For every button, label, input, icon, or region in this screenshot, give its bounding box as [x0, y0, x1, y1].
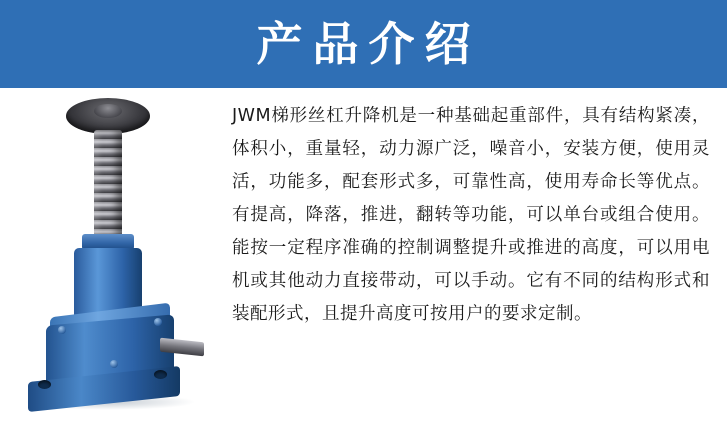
- header-banner: [0, 0, 727, 88]
- page-title: 产品介绍: [256, 17, 481, 71]
- bolt-icon: [58, 326, 66, 334]
- mounting-hole-icon: [38, 380, 51, 389]
- lead-screw-icon: [94, 130, 122, 238]
- bolt-icon: [110, 360, 118, 368]
- product-description: JWM梯形丝杠升降机是一种基础起重部件，具有结构紧凑，体积小，重量轻，动力源广泛，噪音小，安装方便，使用灵活，功能多，配套形式多，可靠性高，使用寿命长等优点。有提高，降落，推进，翻转等功能，可以单台或组合使用。能按一定程序准确的控制调整提升或推进的高度，可以用电机或其他动力直接带动，可以手动。它有不同的结构形式和装配形式，且提升高度可按用户的要求定制。: [232, 106, 710, 324]
- handwheel-hub-icon: [94, 104, 122, 118]
- product-image: [14, 88, 224, 408]
- bolt-icon: [154, 318, 162, 326]
- content-area: [0, 88, 727, 427]
- mounting-hole-icon: [154, 370, 167, 379]
